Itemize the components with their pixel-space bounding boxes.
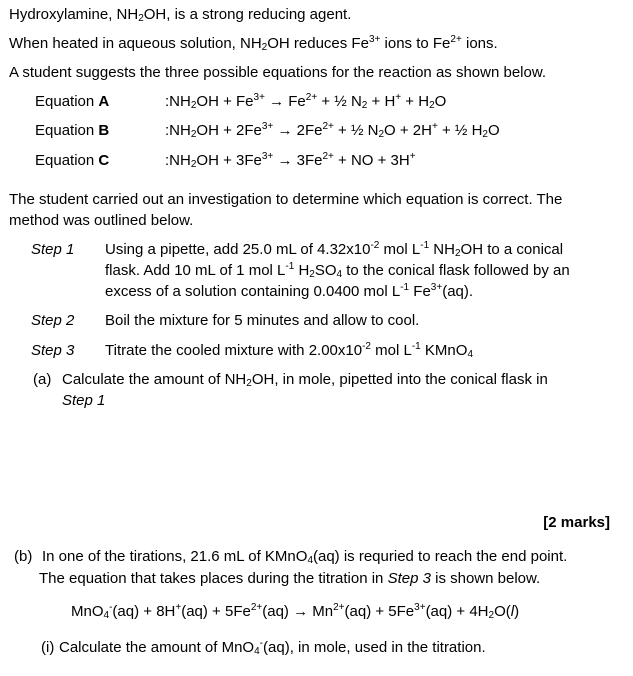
question-a-label: (a) — [33, 371, 52, 388]
step-3-text: Titrate the cooled mixture with $2.00x10^{-2}$ mol $L^{-1}$ KMnO$_4$ — [105, 341, 473, 360]
equation-c: $:NH_2OH + 3Fe^{3+} \to 3Fe^{2+}$ + NO + 3H+ — [165, 151, 416, 170]
marks-label: [2 marks] — [543, 514, 610, 531]
step-1-line-1: Using a pipette, add 25.0 mL of $4.32x10^{-2}$ mol $L^{-1}$ $NH_2OH$ to a conical — [105, 240, 564, 259]
equation-c-label: Equation C — [35, 152, 110, 169]
arrow-icon: → — [277, 152, 293, 169]
arrow-icon: → — [293, 603, 309, 620]
question-b-i-text: Calculate the amount of MnO$_4$-(aq), in mole, used in the titration. — [59, 638, 486, 657]
titration-equation: $MnO_4^-(aq) + 8H^+(aq) + 5Fe^{2+}(aq) \to Mn^{2+}(aq) + 5Fe^{3+}(aq) + 4H_2O(l)$ — [71, 602, 520, 621]
step-1-label: Step 1 — [31, 241, 75, 258]
question-b-label: (b) — [14, 548, 33, 565]
arrow-icon: → — [277, 122, 293, 139]
equation-b-label: Equation B — [35, 122, 110, 139]
question-a-line-2: Step 1 — [62, 392, 106, 409]
equation-a: $:NH_2OH + Fe^{3+} \to Fe^{2+}$ + ½ $N_2 + H^+ + H_2O$ — [165, 92, 447, 111]
equation-a-label: Equation A — [35, 93, 110, 110]
step-2-text: Boil the mixture for 5 minutes and allow to cool. — [105, 312, 420, 329]
intro-line-2: When heated in aqueous solution, $NH_2OH$ reduces $Fe^{3+}$ ions to $Fe^{2+}$ ions. — [9, 34, 498, 53]
intro-line-1: Hydroxylamine, $NH_2OH$, is a strong reducing agent. — [9, 6, 352, 24]
question-b-i-label: (i) — [41, 639, 55, 656]
method-line-2: method was outlined below. — [9, 212, 194, 229]
step-1-line-2: flask. Add 10 mL of 1 mol $L^{-1}$ $H_2SO_4$ to the conical flask followed by an — [105, 261, 570, 280]
step-2-label: Step 2 — [31, 312, 75, 329]
question-b-line-1: In one of the tirations, 21.6 mL of KMnO$_4$(aq) is requried to reach the end point. — [42, 548, 568, 566]
intro-line-3: A student suggests the three possible equations for the reaction as shown below. — [9, 64, 547, 81]
step-1-line-3: excess of a solution containing 0.0400 mol $L^{-1}$ $Fe^{3+}(aq)$. — [105, 282, 474, 300]
arrow-icon: → — [269, 93, 285, 110]
equation-b: $:NH_2OH + 2Fe^{3+} \to 2Fe^{2+}$ + ½ $N_2O + 2H^+$ + ½ $H_2O$ — [165, 121, 500, 140]
step-3-label: Step 3 — [31, 342, 75, 359]
question-b-line-2: The equation that takes places during the titration in Step 3 is shown below. — [39, 570, 541, 587]
question-a-line-1: Calculate the amount of $NH_2OH$, in mole, pipetted into the conical flask in — [62, 371, 548, 389]
method-line-1: The student carried out an investigation to determine which equation is correct. The — [9, 191, 563, 208]
